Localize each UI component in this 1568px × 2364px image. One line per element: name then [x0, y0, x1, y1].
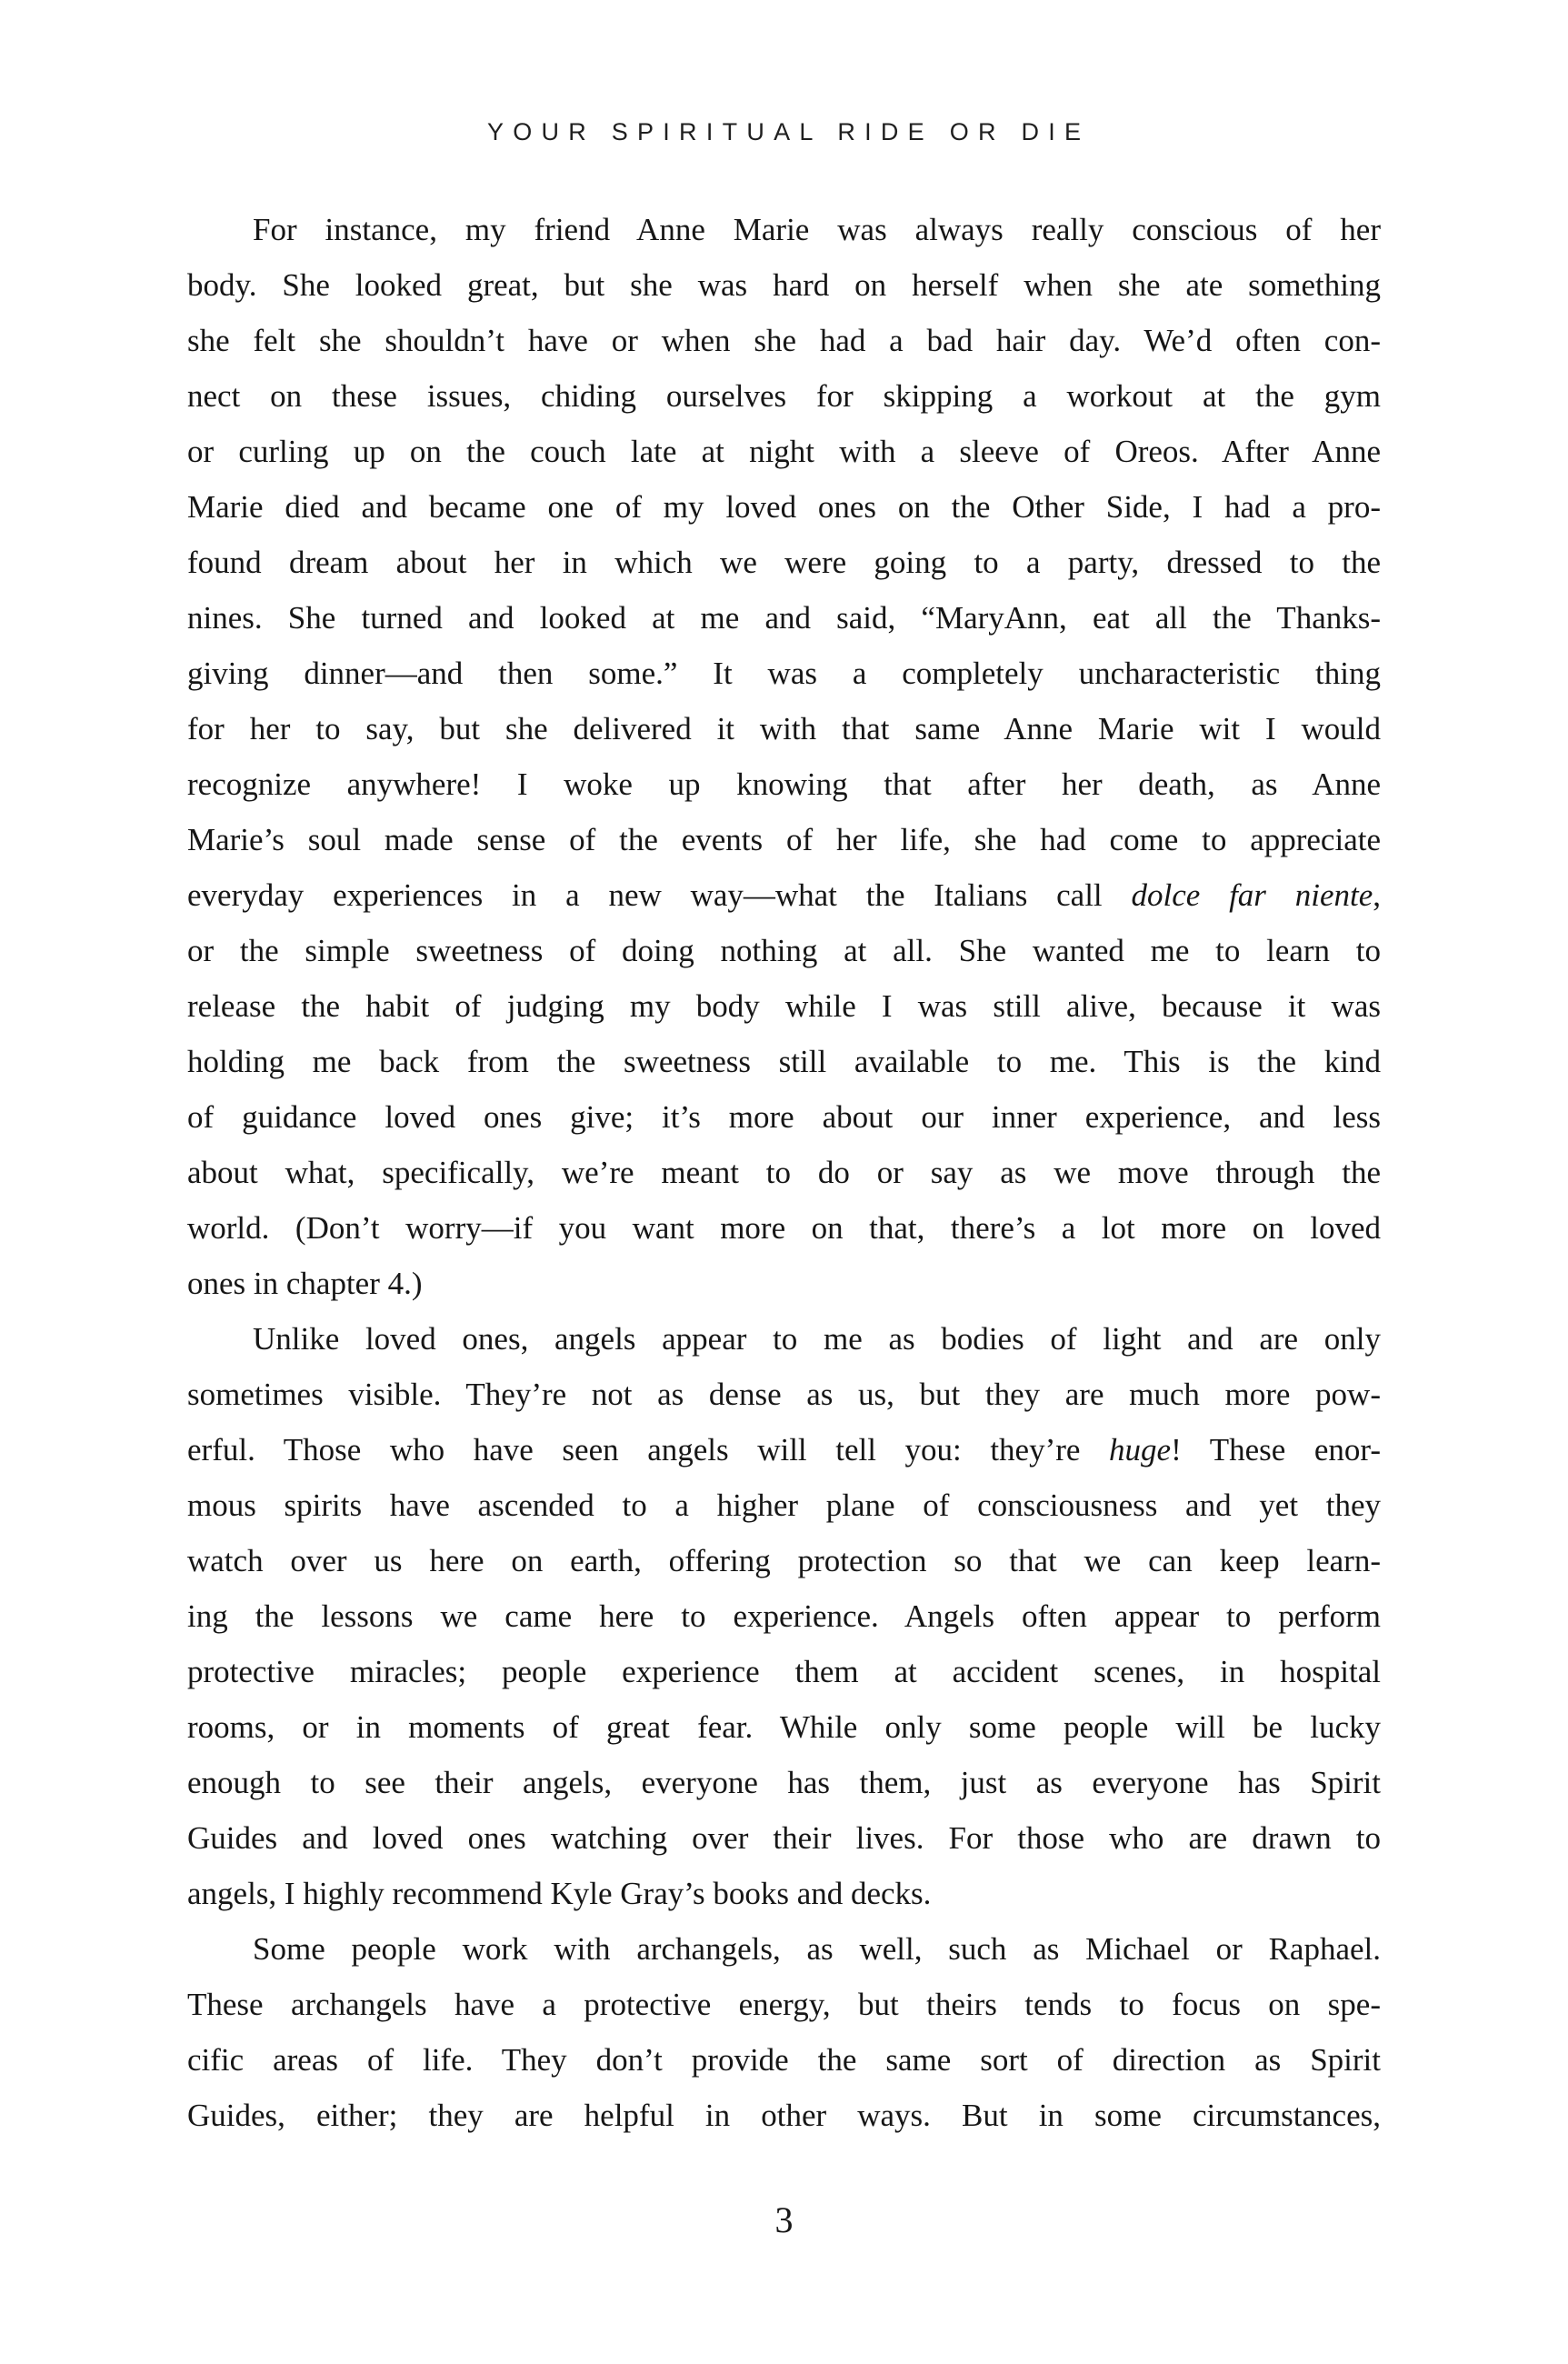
italic-text: huge — [1109, 1432, 1172, 1467]
text-segment: ones in chapter 4.) — [187, 1266, 423, 1301]
text-segment: Some people work with archangels, as well, such as Michael or Raphael. — [253, 1931, 1381, 1967]
body-line — [187, 535, 1381, 590]
body-line — [187, 1422, 1381, 1478]
text-segment: Marie’s soul made sense of the events of her life, she had come to appreciate — [187, 822, 1381, 857]
text-segment: found dream about her in which we were going to a party, dressed to the — [187, 545, 1381, 580]
body-line — [187, 1478, 1381, 1533]
page-number: 3 — [774, 2199, 794, 2240]
body-line — [187, 1200, 1381, 1256]
text-segment: These archangels have a protective energy, but theirs tends to focus on spe- — [187, 1987, 1381, 2022]
body-line — [187, 1588, 1381, 1644]
body-line — [187, 1699, 1381, 1755]
text-segment: ing the lessons we came here to experience. Angels often appear to perform — [187, 1598, 1381, 1634]
text-segment: world. (Don’t worry—if you want more on that, there’s a lot more on loved — [187, 1210, 1381, 1246]
text-segment: of guidance loved ones give; it’s more about our inner experience, and less — [187, 1099, 1381, 1135]
text-segment: watch over us here on earth, offering protection so that we can keep learn- — [187, 1543, 1381, 1578]
text-segment: Guides and loved ones watching over their lives. For those who are drawn to — [187, 1820, 1381, 1856]
text-segment: erful. Those who have seen angels will tell you: they’re — [187, 1432, 1110, 1467]
body-line — [187, 1533, 1381, 1588]
body-line — [187, 646, 1381, 701]
body-line — [187, 313, 1381, 368]
body-line — [187, 1755, 1381, 1810]
body-line — [187, 424, 1381, 479]
body-line — [187, 1034, 1381, 1089]
body-line — [187, 479, 1381, 535]
text-segment: cific areas of life. They don’t provide the same sort of direction as Spirit — [187, 2042, 1381, 2078]
text-segment: , — [1373, 877, 1381, 913]
body-line — [187, 2032, 1381, 2088]
text-segment: about what, specifically, we’re meant to do or say as we move through the — [187, 1155, 1381, 1190]
text-segment: For instance, my friend Anne Marie was always really conscious of her — [253, 212, 1381, 247]
body-line — [187, 1145, 1381, 1200]
body-line — [187, 756, 1381, 812]
body-line — [187, 1921, 1381, 1977]
text-segment: Guides, either; they are helpful in other ways. But in some circumstances, — [187, 2098, 1381, 2133]
text-segment: or curling up on the couch late at night with a sleeve of Oreos. After Anne — [187, 434, 1381, 469]
body-line — [187, 867, 1381, 923]
body-line — [187, 1367, 1381, 1422]
text-segment: she felt she shouldn’t have or when she had a bad hair day. We’d often con- — [187, 323, 1381, 358]
body-line — [187, 368, 1381, 424]
text-segment: release the habit of judging my body while I was still alive, because it was — [187, 988, 1381, 1024]
body-line — [187, 812, 1381, 867]
body-line — [187, 978, 1381, 1034]
text-segment: holding me back from the sweetness still available to me. This is the kind — [187, 1044, 1381, 1079]
body-text — [187, 202, 1381, 2143]
text-segment: nect on these issues, chiding ourselves for skipping a workout at the gym — [187, 378, 1381, 414]
text-segment: protective miracles; people experience them at accident scenes, in hospital — [187, 1654, 1381, 1689]
text-segment: or the simple sweetness of doing nothing at all. She wanted me to learn to — [187, 933, 1381, 968]
body-line — [187, 1810, 1381, 1866]
body-line — [187, 202, 1381, 257]
body-line — [187, 1866, 1381, 1921]
body-line — [187, 590, 1381, 646]
text-segment: Unlike loved ones, angels appear to me as bodies of light and are only — [253, 1321, 1381, 1357]
text-segment: everyday experiences in a new way—what the Italians call — [187, 877, 1132, 913]
text-segment: ! These enor- — [1171, 1432, 1381, 1467]
body-line — [187, 1977, 1381, 2032]
body-line — [187, 701, 1381, 756]
text-segment: angels, I highly recommend Kyle Gray’s books and decks. — [187, 1876, 932, 1911]
body-line — [187, 257, 1381, 313]
body-line — [187, 1644, 1381, 1699]
text-segment: body. She looked great, but she was hard on herself when she ate something — [187, 267, 1381, 303]
body-line — [187, 2088, 1381, 2143]
text-segment: Marie died and became one of my loved ones on the Other Side, I had a pro- — [187, 489, 1381, 525]
text-segment: for her to say, but she delivered it with that same Anne Marie wit I would — [187, 711, 1381, 746]
italic-text: dolce far niente — [1131, 877, 1373, 913]
body-line — [187, 1311, 1381, 1367]
text-segment: recognize anywhere! I woke up knowing that after her death, as Anne — [187, 766, 1381, 802]
text-segment: rooms, or in moments of great fear. While only some people will be lucky — [187, 1709, 1381, 1745]
body-line — [187, 1089, 1381, 1145]
text-segment: sometimes visible. They’re not as dense as us, but they are much more pow- — [187, 1377, 1381, 1412]
running-header: YOUR SPIRITUAL RIDE OR DIE — [486, 118, 1091, 145]
text-segment: enough to see their angels, everyone has them, just as everyone has Spirit — [187, 1765, 1381, 1800]
body-line — [187, 923, 1381, 978]
text-segment: nines. She turned and looked at me and said, “MaryAnn, eat all the Thanks- — [187, 600, 1381, 636]
body-line — [187, 1256, 1381, 1311]
text-segment: giving dinner—and then some.” It was a completely uncharacteristic thing — [187, 656, 1381, 691]
text-segment: mous spirits have ascended to a higher plane of consciousness and yet they — [187, 1488, 1381, 1523]
